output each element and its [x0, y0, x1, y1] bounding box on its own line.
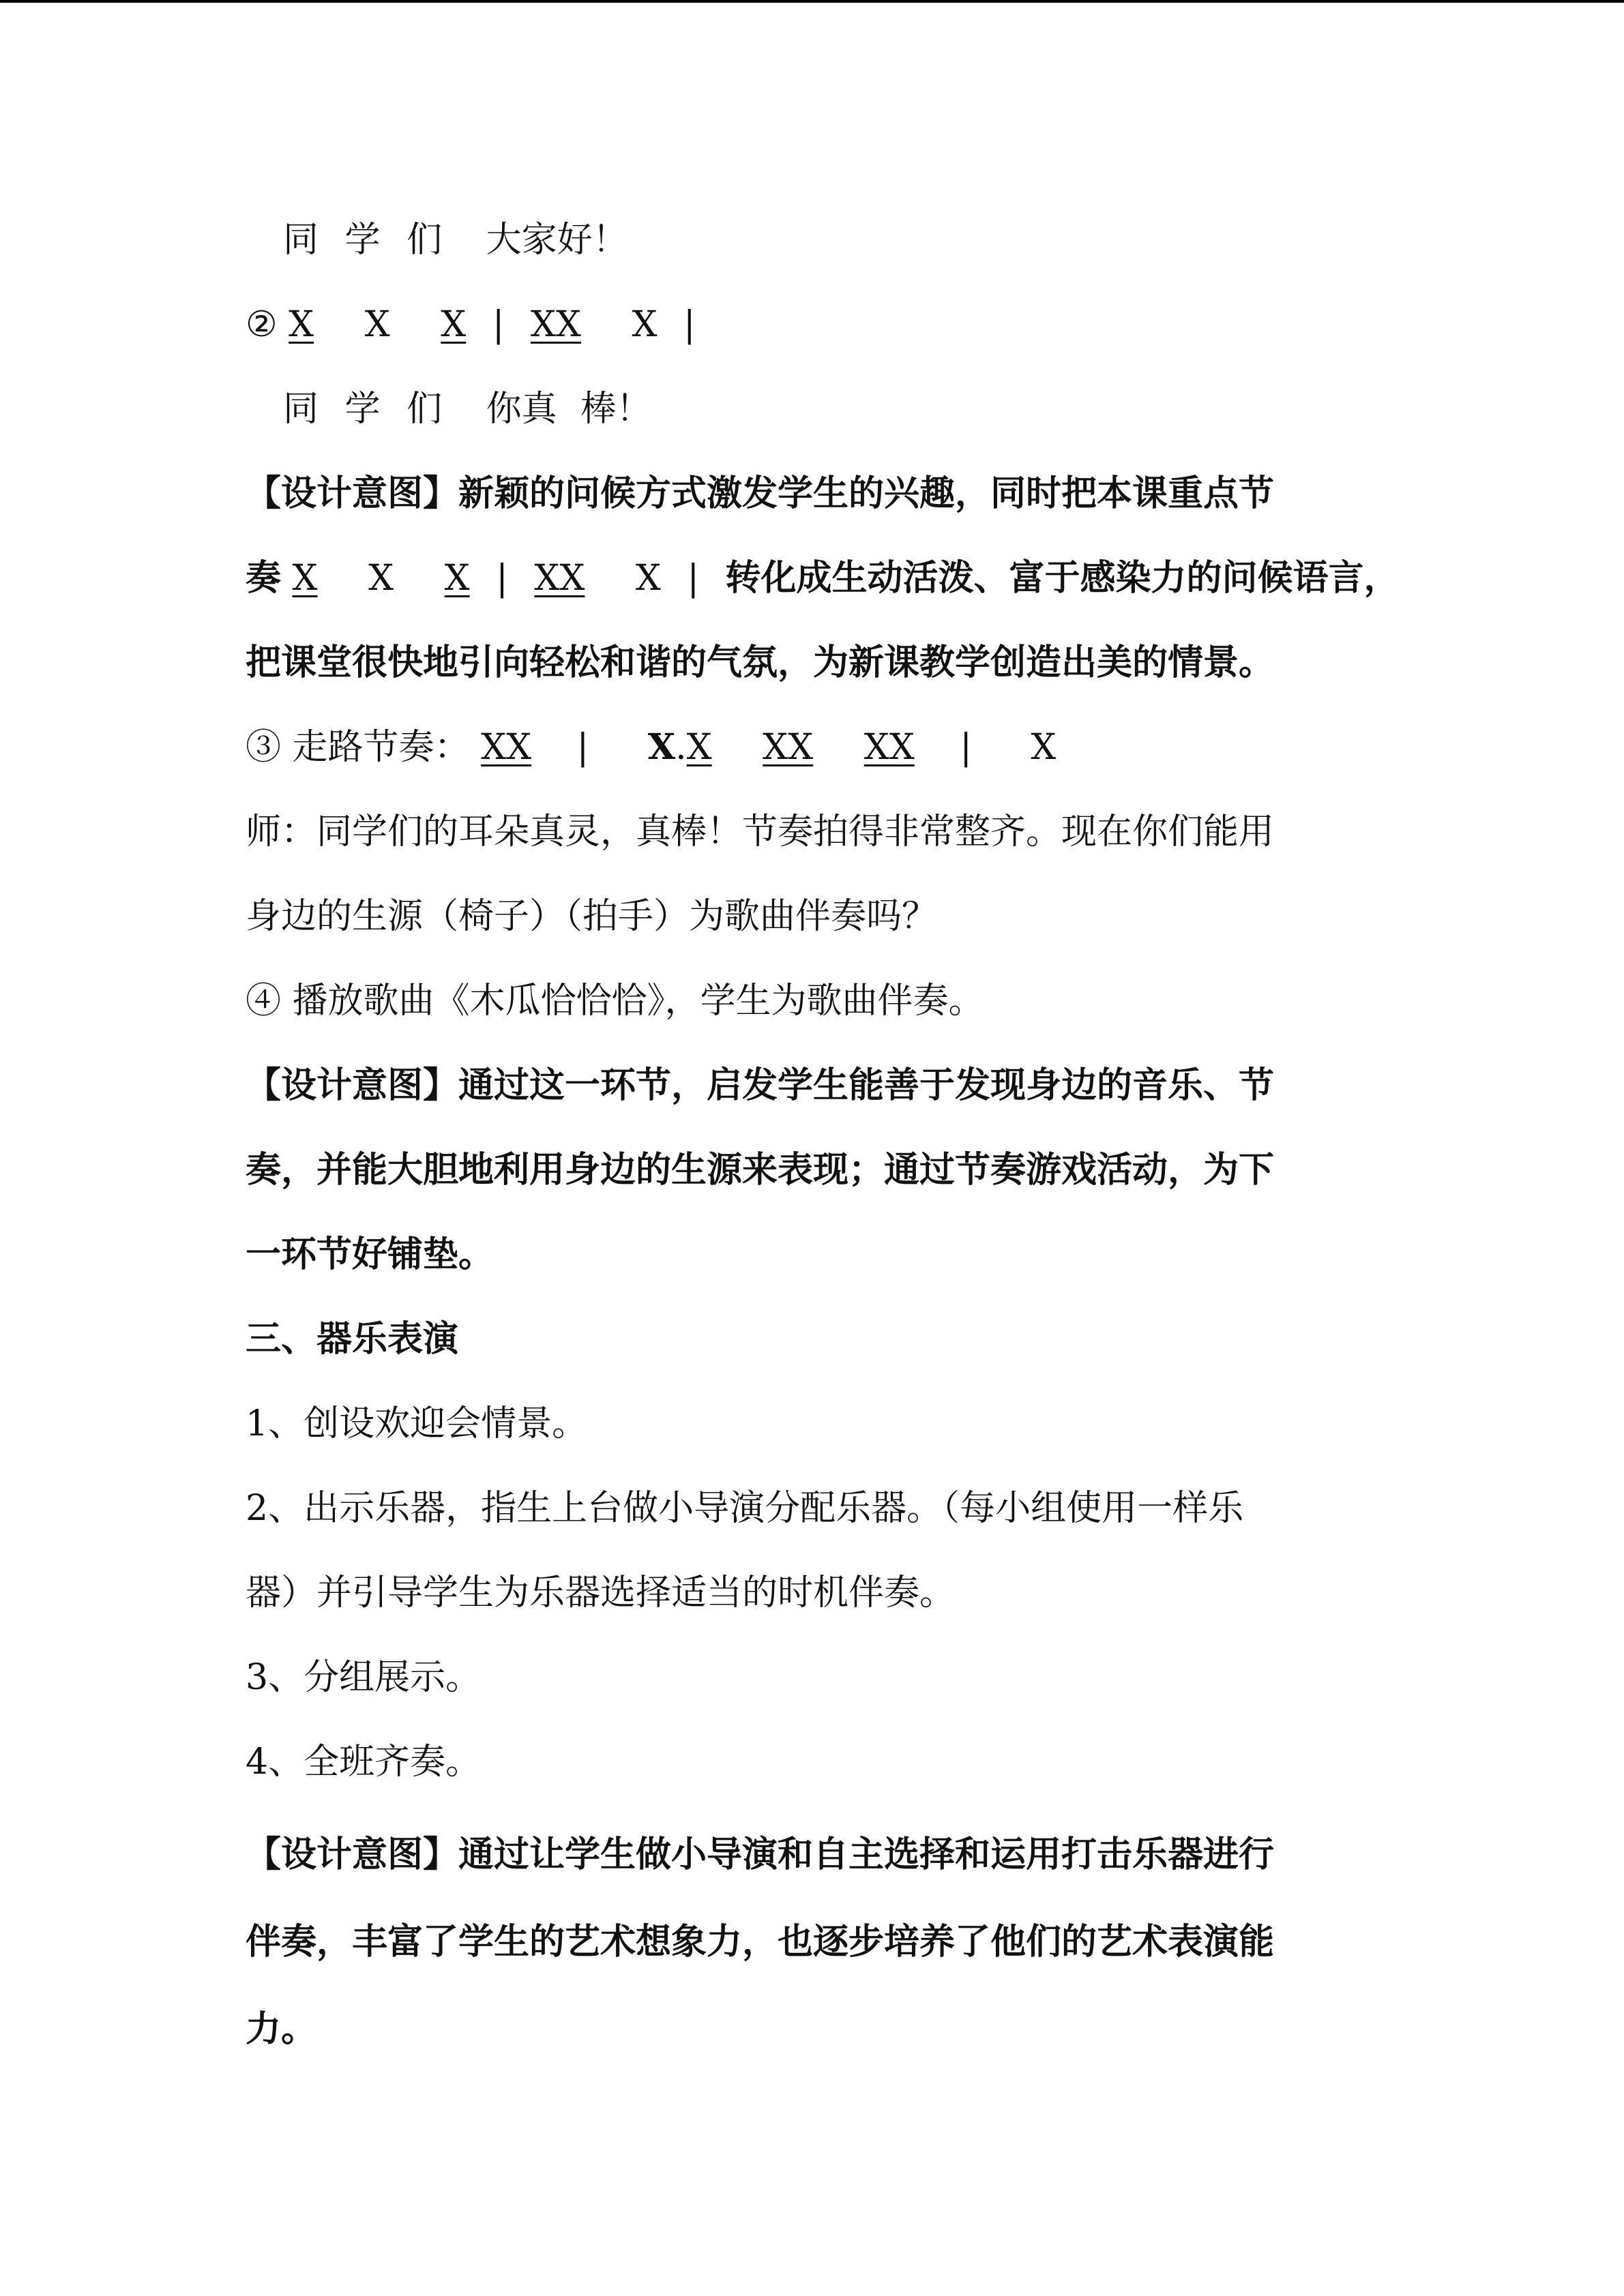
intent-3-line-2: 伴奏，丰富了学生的艺术想象力，也逐步培养了他们的艺术表演能: [246, 1921, 1275, 1963]
lyric-word: 大家好！: [486, 220, 628, 260]
rhythm-note: X: [292, 558, 318, 599]
bar-line: |: [683, 304, 696, 345]
top-border: [0, 0, 1624, 3]
intent-text: 转化成生动活泼、富于感染力的问候语言，: [725, 557, 1400, 599]
walk-rhythm-line: [246, 720, 1378, 775]
lyric-word: 学: [344, 389, 381, 430]
lyric-word: 同: [283, 389, 319, 430]
intent-3-line-3: 力。: [246, 2008, 317, 2050]
lyric-word: 你真: [486, 389, 557, 430]
bar-line: |: [576, 727, 589, 768]
walk-rhythm-label: ③ 走路节奏：: [246, 727, 470, 768]
intent-3-line-1: 【设计意图】通过让学生做小导演和自主选择和运用打击乐器进行: [246, 1834, 1275, 1875]
lyric-line-1: [283, 213, 1415, 267]
section-3-item: 1、创设欢迎会情景。: [246, 1403, 588, 1444]
section-3-title: 三、器乐表演: [246, 1318, 459, 1360]
bar-line: |: [960, 727, 972, 768]
rhythm-note: X: [1031, 727, 1057, 768]
bar-line: |: [492, 304, 505, 345]
section-3-item: 器）并引导学生为乐器选择适当的时机伴奏。: [246, 1572, 956, 1613]
intent-text: 新颖的问候方式激发学生的兴趣，同时把本课重点节: [458, 473, 1275, 514]
intent-2-line-3: 一环节好铺垫。: [246, 1234, 494, 1275]
lyric-line-2: [283, 382, 1415, 436]
rhythm-note: X: [444, 558, 470, 599]
rhythm-marker: ②: [246, 304, 278, 345]
section-3-item: 2、出示乐器，指生上台做小导演分配乐器。（每小组使用一样乐: [246, 1488, 1244, 1529]
rhythm-note: X: [289, 304, 314, 345]
teacher-line-2: 身边的生源（椅子）（拍手）为歌曲伴奏吗？: [246, 896, 938, 937]
lyric-word: 同: [283, 220, 319, 260]
bar-line: |: [496, 558, 508, 599]
rhythm-dot: .: [675, 727, 687, 768]
rhythm-note: X: [632, 304, 658, 345]
rhythm-line-2: [246, 297, 1378, 352]
lyric-word: 们: [407, 220, 443, 260]
rhythm-note: X: [364, 304, 390, 345]
rhythm-note: XX: [481, 727, 532, 768]
rhythm-note: X: [368, 558, 394, 599]
section-3-item: 3、分组展示。: [246, 1657, 482, 1698]
rhythm-note: X: [647, 726, 676, 768]
rhythm-note: X: [686, 727, 712, 768]
rhythm-note: X: [441, 304, 467, 345]
lyric-word: 学: [344, 220, 381, 260]
intent-2-line-1: 【设计意图】通过这一环节，启发学生能善于发现身边的音乐、节: [246, 1064, 1275, 1106]
section-3-item: 4、全班齐奏。: [246, 1742, 482, 1783]
intent-1-line-2: [246, 551, 1400, 606]
rhythm-note: XX: [534, 558, 585, 599]
teacher-line-1: 师：同学们的耳朵真灵，真棒！节奏拍得非常整齐。现在你们能用: [246, 811, 1275, 852]
rhythm-note: X: [635, 558, 661, 599]
bar-line: |: [687, 558, 699, 599]
step-4-line: ④ 播放歌曲《木瓜恰恰恰》，学生为歌曲伴奏。: [246, 981, 984, 1022]
intent-1-line-3: 把课堂很快地引向轻松和谐的气氛，为新课教学创造出美的情景。: [246, 642, 1275, 683]
intent-text: 奏: [246, 557, 282, 599]
rhythm-note: XX: [763, 727, 814, 768]
rhythm-note: XX: [530, 304, 581, 345]
lyric-word: 棒！: [580, 389, 652, 430]
rhythm-note: XX: [863, 727, 915, 768]
intent-heading: 【设计意图】: [246, 473, 459, 514]
intent-1-line-1: [246, 466, 1378, 521]
lyric-word: 们: [407, 389, 443, 430]
intent-2-line-2: 奏，并能大胆地利用身边的生源来表现；通过节奏游戏活动，为下: [246, 1149, 1275, 1191]
